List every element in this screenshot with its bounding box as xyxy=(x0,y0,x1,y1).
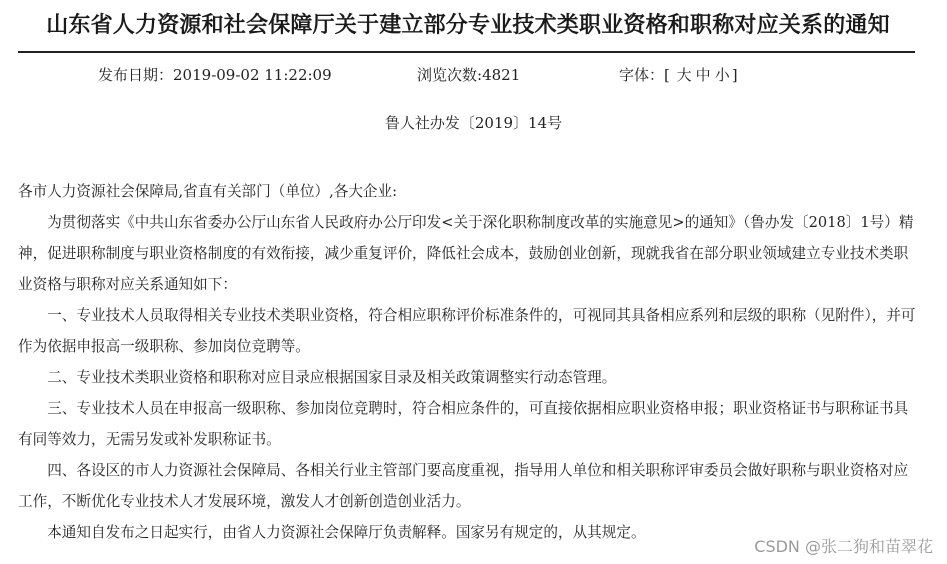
publish-date xyxy=(98,64,332,85)
paragraph-item-1: 一、专业技术人员取得相关专业技术类职业资格，符合相应职称评价标准条件的，可视同其具备相应系列和层级的职称（见附件），并可作为依据申报高一级职称、参加岗位竞聘等。 xyxy=(18,307,916,355)
paragraph-item-3: 三、专业技术人员在申报高一级职称、参加岗位竞聘时，符合相应条件的，可直接依据相应职业资格申报；职业资格证书与职称证书具有同等效力，无需另发或补发职称证书。 xyxy=(18,400,909,448)
view-count-value: 4821 xyxy=(482,66,521,84)
view-count-label: 浏览次数: xyxy=(417,66,483,84)
font-bracket-close: ] xyxy=(731,66,738,84)
font-size-large-link[interactable]: 大 xyxy=(676,66,692,84)
title-divider xyxy=(18,51,915,53)
publish-date-label: 发布日期： xyxy=(98,66,174,84)
page-title: 山东省人力资源和社会保障厅关于建立部分专业技术类职业资格和职称对应关系的通知 xyxy=(46,12,890,38)
font-size-selector xyxy=(619,64,738,85)
font-size-small-link[interactable]: 小 xyxy=(714,66,730,84)
salutation: 各市人力资源社会保障局,省直有关部门（单位）,各大企业: xyxy=(18,183,398,200)
font-size-medium-link[interactable]: 中 xyxy=(695,66,711,84)
font-bracket-open: [ xyxy=(664,66,670,84)
font-size-label: 字体： xyxy=(619,66,665,84)
paragraph-closing: 本通知自发布之日起实行，由省人力资源社会保障厅负责解释。国家另有规定的，从其规定。 xyxy=(47,524,646,541)
paragraph-intro: 为贯彻落实《中共山东省委办公厅山东省人民政府办公厅印发<关于深化职称制度改革的实施意见>的通知》（鲁办发〔2018〕1号）精神，促进职称制度与职业资格制度的有效衔接，减少重复评价，降低社会成本，鼓励创业创新，现就我省在部分职业领域建立专业技术类职业资格与职称对应关系通知如下： xyxy=(18,214,914,293)
publish-date-value: 2019-09-02 11:22:09 xyxy=(173,66,332,84)
notice-body xyxy=(18,176,918,548)
paragraph-item-4: 四、各设区的市人力资源社会保障局、各相关行业主管部门要高度重视，指导用人单位和相关职称评审委员会做好职称与职业资格对应工作，不断优化专业技术人才发展环境，激发人才创新创造创业活力。 xyxy=(18,462,909,510)
paragraph-item-2: 二、专业技术类职业资格和职称对应目录应根据国家目录及相关政策调整实行动态管理。 xyxy=(47,369,617,386)
document-number: 鲁人社办发〔2019〕14号 xyxy=(384,114,563,132)
csdn-watermark: CSDN @张二狗和苗翠花 xyxy=(754,537,933,556)
view-count xyxy=(417,64,520,85)
